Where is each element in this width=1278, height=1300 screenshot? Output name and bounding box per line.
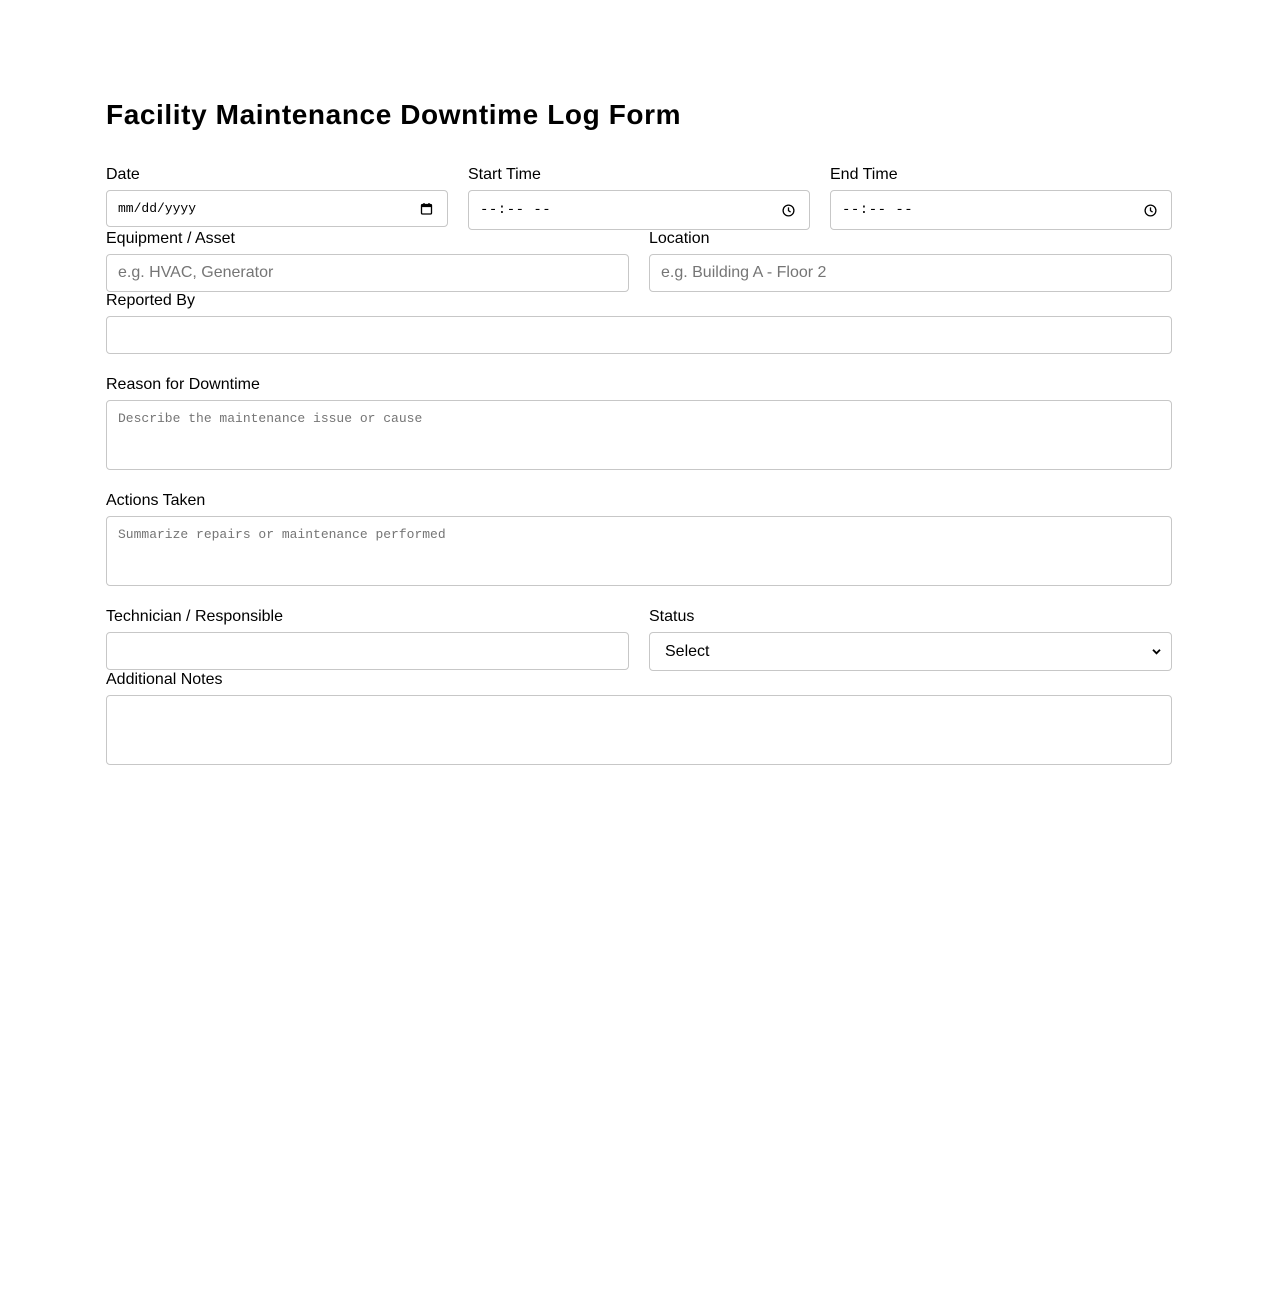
end-time-value: --:-- -- [842,202,914,218]
location-label: Location [649,230,710,247]
reported-by-field [106,292,1172,354]
status-selected-value: Select [665,642,710,660]
technician-field [106,608,629,670]
equipment-label: Equipment / Asset [106,230,235,247]
status-field [649,608,1172,671]
equipment-placeholder: e.g. HVAC, Generator [118,264,274,281]
notes-label: Additional Notes [106,671,223,688]
equipment-input[interactable] [106,254,629,292]
technician-input[interactable] [106,632,629,670]
actions-placeholder: Summarize repairs or maintenance performed [118,527,446,542]
technician-label: Technician / Responsible [106,608,283,625]
location-input[interactable] [649,254,1172,292]
status-label: Status [649,608,695,625]
equipment-field [106,230,629,292]
reason-textarea[interactable] [106,400,1172,470]
date-value: mm/dd/yyyy [118,201,197,216]
end-time-label: End Time [830,166,898,183]
reason-label: Reason for Downtime [106,376,260,393]
reason-placeholder: Describe the maintenance issue or cause [118,411,423,426]
start-time-field [468,166,810,230]
location-placeholder: e.g. Building A - Floor 2 [661,264,827,281]
actions-field [106,492,1172,586]
date-field [106,166,448,230]
notes-textarea[interactable] [106,695,1172,765]
date-label: Date [106,166,140,183]
chevron-down-icon[interactable] [1149,645,1163,659]
notes-field [106,671,1172,765]
clock-icon[interactable] [781,203,795,217]
reported-by-label: Reported By [106,292,195,309]
calendar-icon[interactable] [419,202,433,216]
reason-field [106,376,1172,470]
end-time-field [830,166,1172,230]
reported-by-input[interactable] [106,316,1172,354]
start-time-value: --:-- -- [480,202,552,218]
actions-textarea[interactable] [106,516,1172,586]
status-select[interactable] [649,632,1172,671]
clock-icon[interactable] [1143,203,1157,217]
start-time-input[interactable] [468,190,810,230]
date-input[interactable] [106,190,448,227]
actions-label: Actions Taken [106,492,206,509]
end-time-input[interactable] [830,190,1172,230]
page-title: Facility Maintenance Downtime Log Form [106,99,682,130]
start-time-label: Start Time [468,166,541,183]
location-field [649,230,1172,292]
